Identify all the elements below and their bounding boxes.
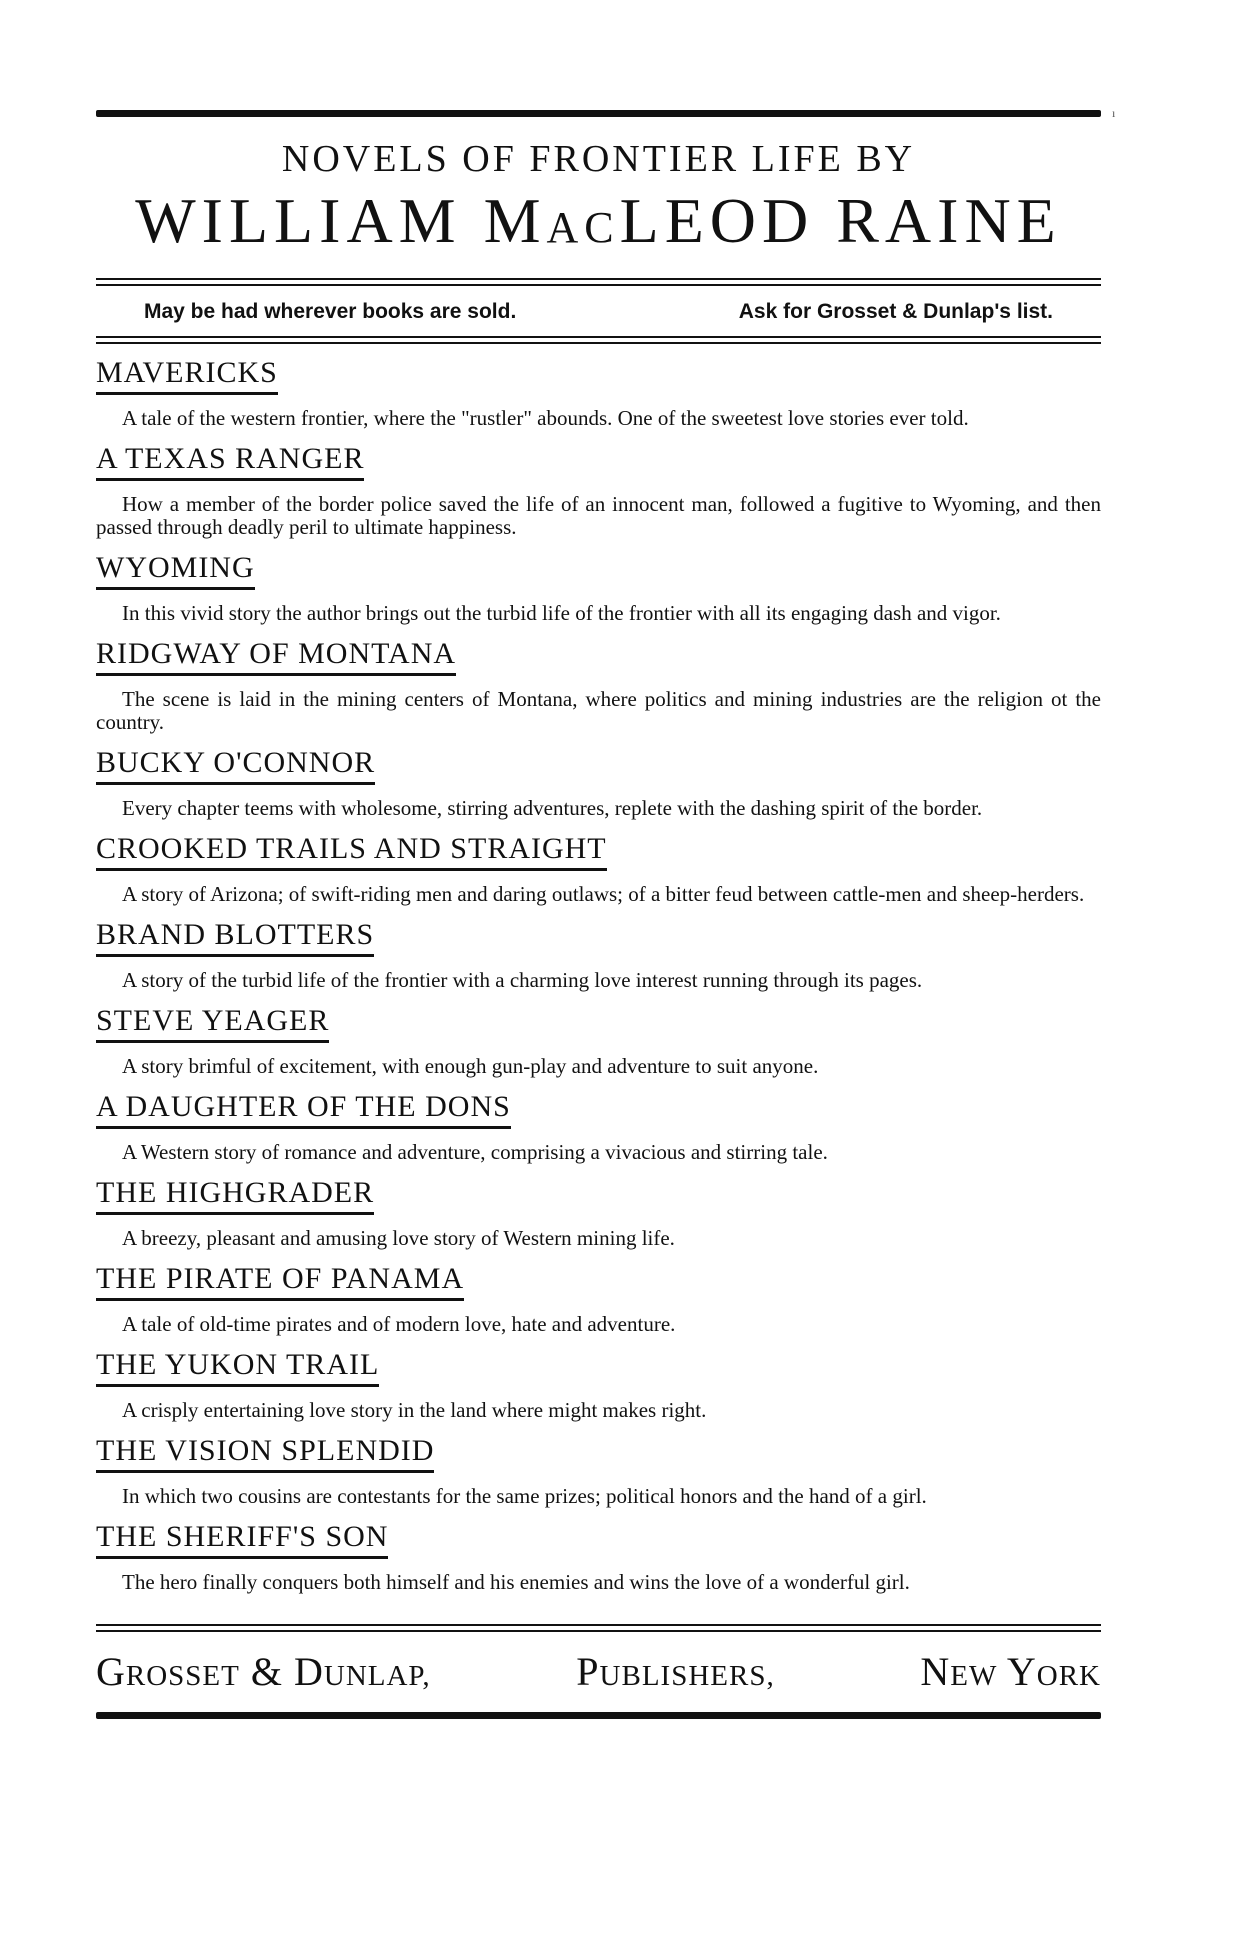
publisher-name: GROSSET & DUNLAP, [96,1649,431,1694]
book-title: STEVE YEAGER [96,1004,329,1043]
book-description: The hero finally conquers both himself and his enemies and wins the love of a wonderful girl. [122,1570,910,1594]
book-entry [96,1520,1101,1594]
book-description: In which two cousins are contestants for the same prizes; political honors and the hand of a girl. [122,1484,927,1508]
publisher-footer [96,1624,1101,1719]
book-title: WYOMING [96,551,255,590]
book-description: A tale of old-time pirates and of modern love, hate and adventure. [122,1312,676,1336]
book-entry [96,832,1101,906]
book-description: How a member of the border police saved the life of an innocent man, followed a fugitive to Wyoming, and then passed through deadly peril to ultimate happiness. [96,492,1101,539]
notice-right: Ask for Grosset & Dunlap's list. [738,300,1053,323]
book-description: A crisply entertaining love story in the land where might makes right. [122,1398,707,1422]
bottom-heavy-rule [96,1712,1101,1719]
publisher-line [96,1646,1101,1702]
header-double-rule [96,278,1101,286]
book-description: A story of Arizona; of swift-riding men and daring outlaws; of a bitter feud between cattle-men and sheep-herders. [122,882,1085,906]
advertisement-page [96,110,1101,1719]
book-title: A DAUGHTER OF THE DONS [96,1090,511,1129]
book-entry [96,356,1101,430]
publisher-city: NEW YORK [920,1649,1101,1694]
book-description: A breezy, pleasant and amusing love story of Western mining life. [122,1226,675,1250]
book-entry [96,1262,1101,1336]
book-entry [96,1348,1101,1422]
book-entry [96,551,1101,625]
top-heavy-rule [96,110,1101,117]
book-entry [96,1004,1101,1078]
publisher-role: PUBLISHERS, [576,1649,775,1694]
book-title: RIDGWAY OF MONTANA [96,637,456,676]
book-title: BUCKY O'CONNOR [96,746,375,785]
book-title: THE PIRATE OF PANAMA [96,1262,464,1301]
book-title: MAVERICKS [96,356,278,395]
page-mark: ı [1112,106,1116,120]
book-entry [96,746,1101,820]
notice-left: May be had wherever books are sold. [144,300,517,323]
book-title: A TEXAS RANGER [96,442,364,481]
book-description: In this vivid story the author brings out the turbid life of the frontier with all its engaging dash and vigor. [122,601,1001,625]
book-entry [96,1090,1101,1164]
series-subtitle: NOVELS OF FRONTIER LIFE BY [281,138,916,180]
book-entry [96,637,1101,734]
footer-top-rule [96,1624,1101,1632]
book-entry [96,442,1101,539]
book-title: THE HIGHGRADER [96,1176,374,1215]
book-list [96,356,1101,1594]
author-first-name: WILLIAM [135,185,462,256]
author-last-name: RAINE [836,185,1062,256]
book-title: CROOKED TRAILS AND STRAIGHT [96,832,607,871]
book-entry [96,1176,1101,1250]
book-description: A Western story of romance and adventure, comprising a vivacious and stirring tale. [122,1140,828,1164]
book-title: THE SHERIFF'S SON [96,1520,388,1559]
book-entry [96,918,1101,992]
book-title: THE YUKON TRAIL [96,1348,379,1387]
book-entry [96,1434,1101,1508]
book-title: THE VISION SPLENDID [96,1434,434,1473]
book-description: A story brimful of excitement, with enough gun-play and adventure to suit anyone. [122,1054,819,1078]
notice-double-rule [96,336,1101,344]
author-name [96,185,1101,264]
availability-notice [96,298,1101,326]
book-description: The scene is laid in the mining centers of Montana, where politics and mining industries are the religion ot the country. [96,687,1101,734]
book-description: Every chapter teems with wholesome, stirring adventures, replete with the dashing spirit of the border. [122,796,983,820]
book-description: A story of the turbid life of the frontier with a charming love interest running through its pages. [122,968,923,992]
author-middle-name: MACLEOD [483,185,815,256]
book-description: A tale of the western frontier, where the "rustler" abounds. One of the sweetest love stories ever told. [122,406,969,430]
book-title: BRAND BLOTTERS [96,918,374,957]
